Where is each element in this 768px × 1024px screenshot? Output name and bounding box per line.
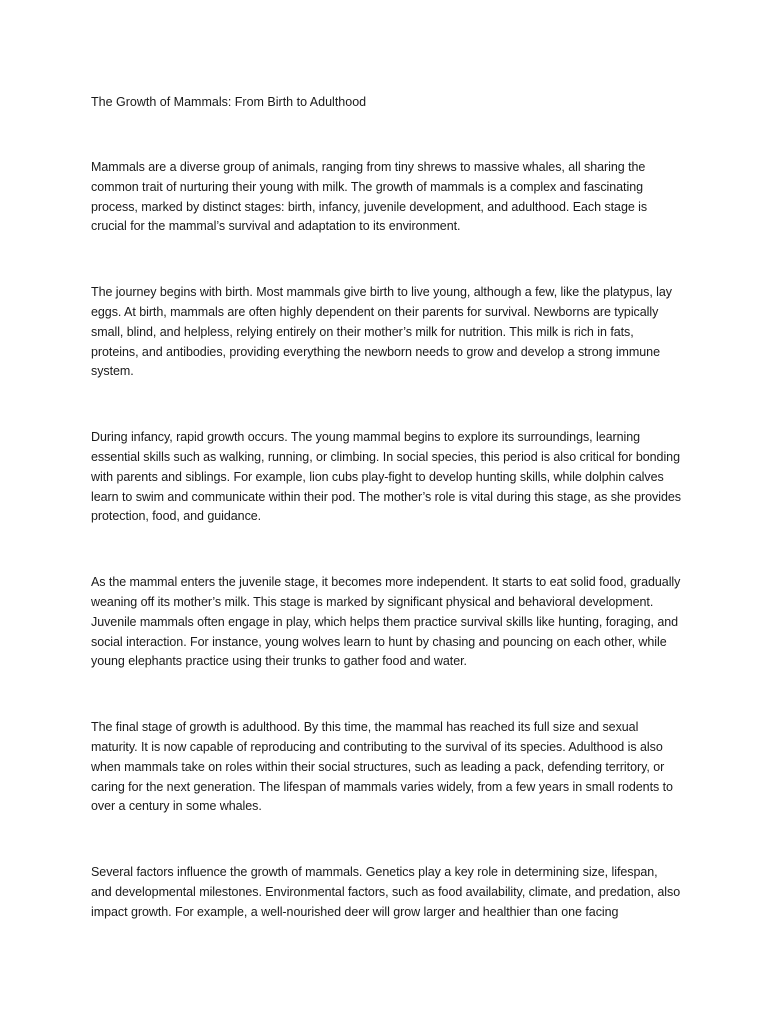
paragraph-adulthood: The final stage of growth is adulthood. By this time, the mammal has reached its full size and sexual maturity. It is now capable of reproducing and contributing to the survival of its species. Adulthood is also when mammals take on roles within their social structures, such as leading a pack, defending territory, or caring for the next generation. The lifespan of mammals varies widely, from a few years in small rodents to over a century in some whales. [91, 720, 673, 814]
paragraph-intro: Mammals are a diverse group of animals, ranging from tiny shrews to massive whales, all sharing the common trait of nurturing their young with milk. The growth of mammals is a complex and fascinating process, marked by distinct stages: birth, infancy, juvenile development, and adulthood. Each stage is crucial for the mammal’s survival and adaptation to its environment. [91, 160, 648, 234]
paragraph-juvenile: As the mammal enters the juvenile stage, it becomes more independent. It starts to eat solid food, gradually weaning off its mother’s milk. This stage is marked by significant physical and behavioral development. Juvenile mammals often engage in play, which helps them practice survival skills like hunting, foraging, and social interaction. For instance, young wolves learn to hunt by chasing and pouncing on each other, while young elephants practice using their trunks to gather food and water. [91, 575, 681, 669]
paragraph-birth: The journey begins with birth. Most mammals give birth to live young, although a few, like the platypus, lay eggs. At birth, mammals are often highly dependent on their parents for survival. Newborns are typically small, blind, and helpless, relying entirely on their mother’s milk for nutrition. This milk is rich in fats, proteins, and antibodies, providing everything the newborn needs to grow and develop a strong immune system. [91, 285, 673, 379]
paragraph-factors: Several factors influence the growth of mammals. Genetics play a key role in determining size, lifespan, and developmental milestones. Environmental factors, such as food availability, climate, and predation, also impact growth. For example, a well-nourished deer will grow larger and healthier than one facing [91, 865, 681, 919]
paragraph-infancy: During infancy, rapid growth occurs. The young mammal begins to explore its surroundings, learning essential skills such as walking, running, or climbing. In social species, this period is also critical for bonding with parents and siblings. For example, lion cubs play-fight to develop hunting skills, while dolphin calves learn to swim and communicate within their pod. The mother’s role is vital during this stage, as she provides protection, food, and guidance. [91, 430, 681, 524]
document-page [91, 94, 681, 969]
document-title: The Growth of Mammals: From Birth to Adulthood [91, 95, 367, 109]
